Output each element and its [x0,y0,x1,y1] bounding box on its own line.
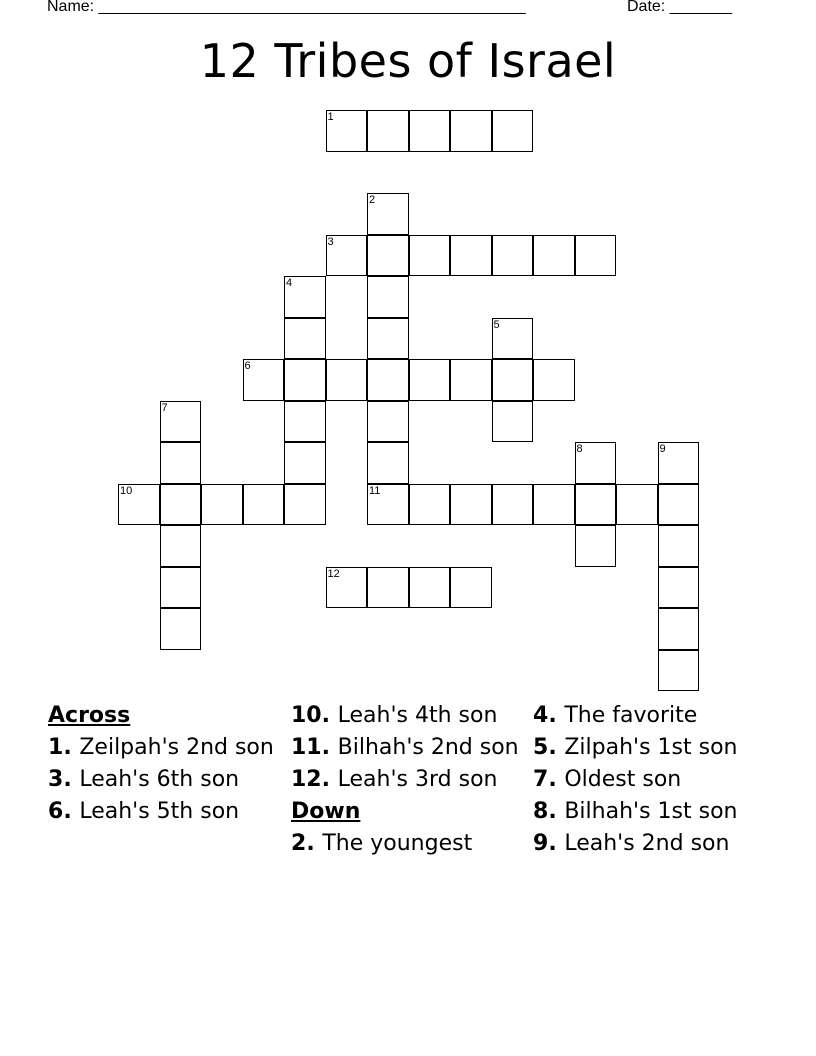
clue-text: Bilhah's 2nd son [337,735,519,760]
crossword-cell[interactable] [367,276,409,318]
crossword-cell[interactable] [243,484,285,526]
crossword-cell[interactable] [160,442,202,484]
crossword-cell[interactable] [492,235,534,277]
crossword-cell[interactable] [575,484,617,526]
crossword-cell[interactable] [450,359,492,401]
cell-number: 9 [659,443,666,455]
cell-number: 3 [327,235,334,248]
clue-number: 8 [533,799,549,824]
clue-text: Leah's 3rd son [337,767,498,792]
crossword-cell[interactable] [201,484,243,526]
crossword-cell[interactable] [160,608,202,650]
crossword-cell[interactable] [160,484,202,526]
clue-text: Zilpah's 1st son [564,735,738,760]
crossword-cell[interactable] [118,484,160,526]
crossword-cell[interactable] [284,359,326,401]
across-heading: Across [48,703,131,728]
clue-across-12: 12. Leah's 3rd son [291,767,498,792]
clue-across-6: 6. Leah's 5th son [48,799,240,824]
clue-number: 7 [533,767,549,792]
crossword-cell[interactable] [409,359,451,401]
clue-down-2: 2. The youngest [291,831,473,856]
cell-number: 12 [327,567,340,580]
clue-column-1 [48,703,283,831]
crossword-cell[interactable] [533,484,575,526]
clue-across-10: 10. Leah's 4th son [291,703,498,728]
crossword-cell[interactable] [658,525,700,567]
clue-down-4: 4. The favorite [533,703,698,728]
crossword-cell[interactable] [367,193,409,235]
clue-down-7: 7. Oldest son [533,767,682,792]
crossword-cell[interactable] [492,401,534,443]
crossword-cell[interactable] [284,318,326,360]
date-field-label: Date: _______ [627,0,732,15]
clue-number: 10 [291,703,322,728]
cell-number: 4 [286,277,293,289]
crossword-cell[interactable] [284,442,326,484]
clue-across-1: 1. Zeilpah's 2nd son [48,735,274,760]
crossword-cell[interactable] [492,110,534,152]
crossword-cell[interactable] [492,359,534,401]
crossword-cell[interactable] [367,359,409,401]
clue-column-2 [291,703,526,863]
clue-number: 2 [291,831,307,856]
crossword-cell[interactable] [450,484,492,526]
crossword-cell[interactable] [575,442,617,484]
crossword-cell[interactable] [243,359,285,401]
clue-text: Bilhah's 1st son [564,799,738,824]
crossword-cell[interactable] [284,484,326,526]
cell-number: 2 [369,194,376,206]
page-title: 12 Tribes of Israel [199,34,617,88]
clue-text: The youngest [322,831,473,856]
crossword-cell[interactable] [575,525,617,567]
name-field-label: Name: ________________________________________________ [47,0,526,15]
clue-number: 5 [533,735,549,760]
clue-text: Oldest son [564,767,682,792]
clue-down-8: 8. Bilhah's 1st son [533,799,738,824]
crossword-cell[interactable] [492,318,534,360]
clue-number: 6 [48,799,64,824]
cell-number: 10 [120,484,133,497]
clue-text: Leah's 6th son [79,767,240,792]
crossword-cell[interactable] [658,442,700,484]
crossword-cell[interactable] [326,110,368,152]
clue-number: 1 [48,735,64,760]
crossword-cell[interactable] [367,484,409,526]
crossword-cell[interactable] [284,276,326,318]
crossword-cell[interactable] [533,359,575,401]
crossword-cell[interactable] [160,401,202,443]
crossword-cell[interactable] [409,110,451,152]
clue-number: 11 [291,735,322,760]
crossword-cell[interactable] [326,235,368,277]
crossword-cell[interactable] [160,567,202,609]
crossword-cell[interactable] [367,110,409,152]
crossword-cell[interactable] [450,567,492,609]
crossword-cell[interactable] [450,235,492,277]
crossword-cell[interactable] [409,484,451,526]
crossword-cell[interactable] [284,401,326,443]
crossword-cell[interactable] [658,608,700,650]
crossword-cell[interactable] [575,235,617,277]
clue-column-3 [533,703,768,863]
clue-number: 9 [533,831,549,856]
crossword-cell[interactable] [367,235,409,277]
clue-number: 3 [48,767,64,792]
cell-number: 11 [369,484,381,497]
clue-across-3: 3. Leah's 6th son [48,767,240,792]
clue-number: 4 [533,703,549,728]
clue-text: Leah's 5th son [79,799,240,824]
crossword-cell[interactable] [160,525,202,567]
crossword-cell[interactable] [492,484,534,526]
cell-number: 7 [161,401,168,414]
clue-text: The favorite [564,703,698,728]
crossword-cell[interactable] [450,110,492,152]
crossword-cell[interactable] [533,235,575,277]
clue-text: Zeilpah's 2nd son [79,735,274,760]
clue-down-5: 5. Zilpah's 1st son [533,735,738,760]
crossword-cell[interactable] [367,567,409,609]
clue-number: 12 [291,767,322,792]
crossword-cell[interactable] [616,484,658,526]
cell-number: 8 [576,443,583,455]
crossword-cell[interactable] [409,235,451,277]
crossword-cell[interactable] [658,484,700,526]
crossword-cell[interactable] [658,567,700,609]
down-heading: Down [291,799,361,824]
crossword-cell[interactable] [367,401,409,443]
crossword-cell[interactable] [409,567,451,609]
clue-text: Leah's 2nd son [564,831,730,856]
clue-text: Leah's 4th son [337,703,498,728]
crossword-cell[interactable] [326,359,368,401]
cell-number: 6 [244,360,251,372]
cell-number: 5 [493,318,500,331]
crossword-cell[interactable] [367,318,409,360]
crossword-cell[interactable] [658,650,700,692]
crossword-cell[interactable] [326,567,368,609]
clue-across-11: 11. Bilhah's 2nd son [291,735,519,760]
clue-down-9: 9. Leah's 2nd son [533,831,730,856]
crossword-cell[interactable] [367,442,409,484]
cell-number: 1 [327,111,334,123]
